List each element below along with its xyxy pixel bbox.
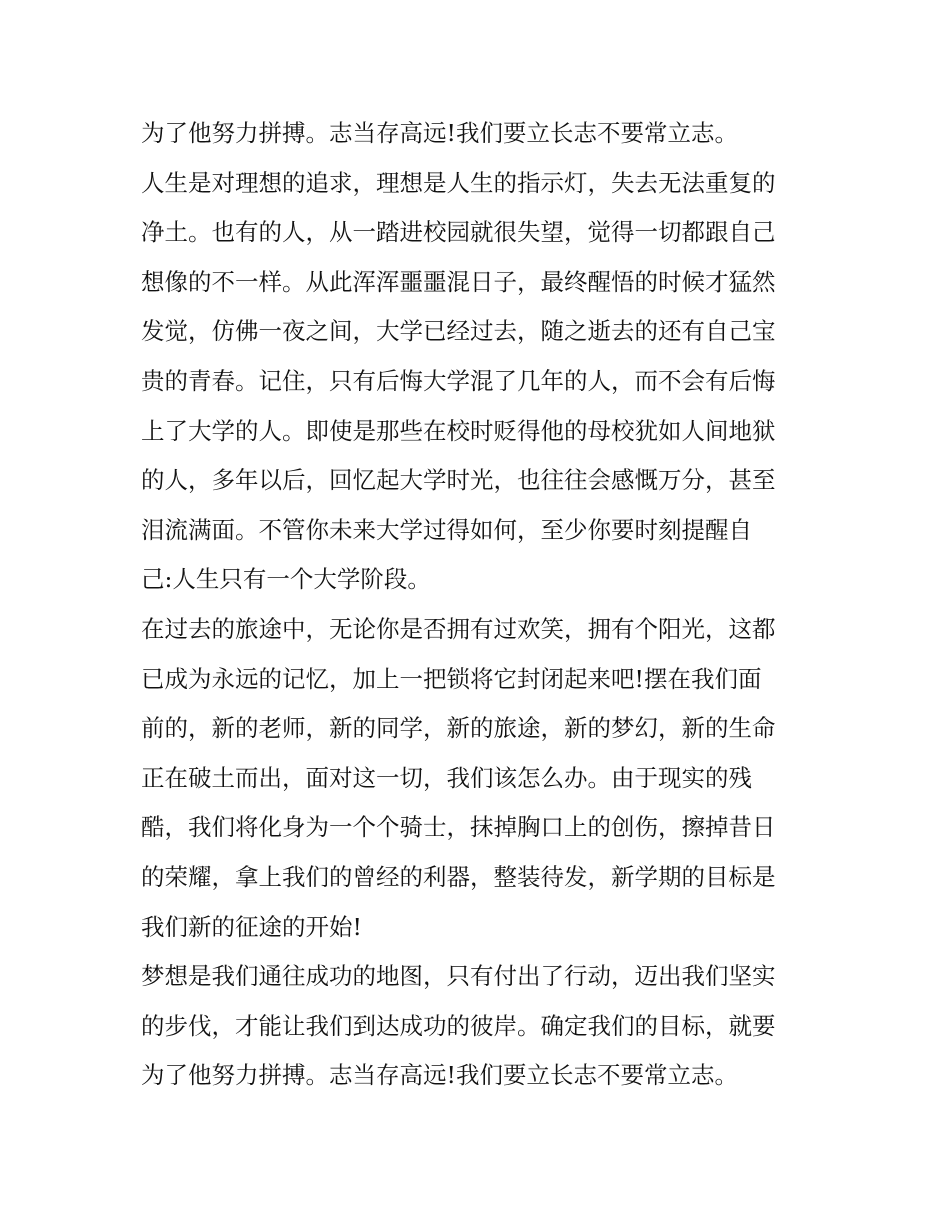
text-line: 发觉，仿佛一夜之间，大学已经过去，随之逝去的还有自己宝	[141, 317, 776, 346]
text-line: 已成为永远的记忆，加上一把锁将它封闭起来吧!摆在我们面	[141, 664, 762, 693]
text-line: 泪流满面。不管你未来大学过得如何，至少你要时刻提醒自	[141, 515, 752, 544]
text-line: 净土。也有的人，从一踏进校园就很失望，觉得一切都跟自己	[141, 218, 776, 247]
text-line: 己:人生只有一个大学阶段。	[141, 565, 431, 594]
text-line: 前的，新的老师，新的同学，新的旅途，新的梦幻，新的生命	[141, 714, 776, 743]
text-line: 上了大学的人。即使是那些在校时贬得他的母校犹如人间地狱	[141, 416, 776, 445]
text-line: 我们新的征途的开始!	[141, 912, 362, 941]
body-text	[141, 109, 821, 1101]
text-line: 为了他努力拼搏。志当存高远!我们要立长志不要常立志。	[141, 119, 738, 147]
text-line: 想像的不一样。从此浑浑噩噩混日子，最终醒悟的时候才猛然	[141, 267, 776, 296]
text-line: 贵的青春。记住，只有后悔大学混了几年的人，而不会有后悔	[141, 366, 776, 395]
text-line: 酷，我们将化身为一个个骑士，抹掉胸口上的创伤，擦掉昔日	[141, 813, 776, 842]
text-line: 人生是对理想的追求，理想是人生的指示灯，失去无法重复的	[141, 168, 776, 197]
text-line: 的步伐，才能让我们到达成功的彼岸。确定我们的目标，就要	[141, 1011, 776, 1040]
text-line: 的人，多年以后，回忆起大学时光，也往往会感慨万分，甚至	[141, 466, 776, 495]
text-line: 梦想是我们通往成功的地图，只有付出了行动，迈出我们坚实	[141, 962, 776, 991]
text-line: 正在破土而出，面对这一切，我们该怎么办。由于现实的残	[141, 763, 752, 792]
text-line: 的荣耀，拿上我们的曾经的利器，整装待发，新学期的目标是	[141, 862, 776, 891]
text-line: 在过去的旅途中，无论你是否拥有过欢笑，拥有个阳光，这都	[141, 614, 776, 643]
text-line: 为了他努力拼搏。志当存高远!我们要立长志不要常立志。	[141, 1061, 738, 1090]
